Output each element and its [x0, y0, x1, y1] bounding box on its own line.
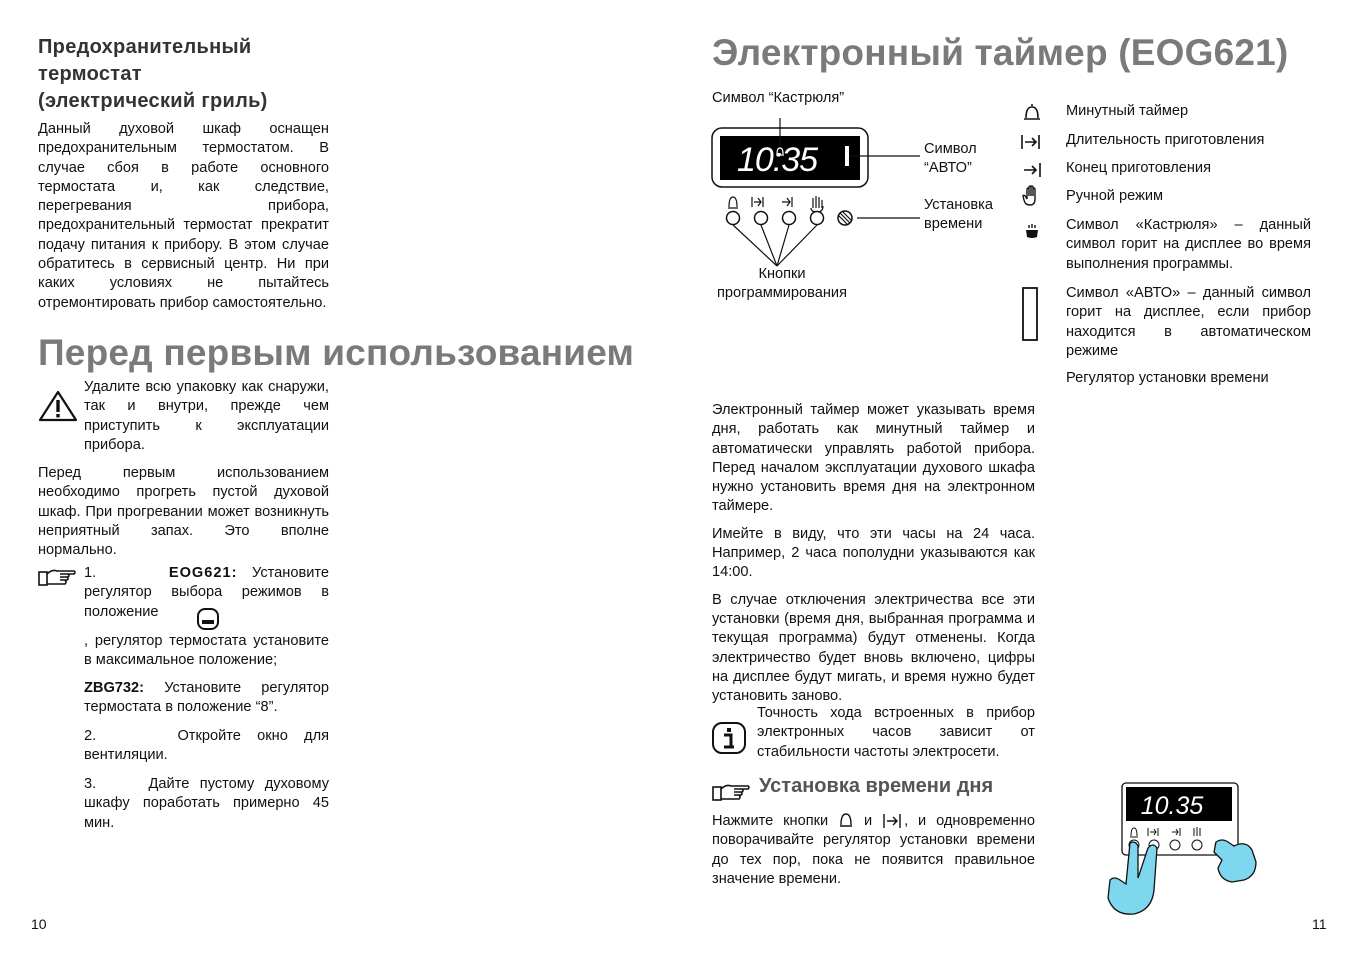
- duration-icon: [1020, 132, 1044, 152]
- time-knob[interactable]: [838, 211, 852, 225]
- intro-text: Электронный таймер может указывать время дня, работать как минутный таймер и автоматически управлять работой прибора. Перед началом эксплуатации духового шкафа нужно установить время дня на электронном таймере.: [712, 402, 1035, 515]
- warning-text: Удалите всю упаковку как снаружи, так и внутри, прежде чем приступить к эксплуатации прибора.: [84, 379, 329, 453]
- set-time-text-and: и: [864, 813, 873, 829]
- legend-text: Конец приготовления: [1066, 160, 1211, 176]
- power-text: В случае отключения электричества все эти установки (время дня, выбранная программа и текущая программа) будут отменены. Когда электричество будет вновь включено, цифры на дисплее будут мигать, и время нужно будет установить заново.: [712, 591, 1035, 705]
- set-time-text-a: Нажмите кнопки: [712, 813, 829, 829]
- set-time-text: [712, 811, 1035, 889]
- auto-symbol-label-line: “АВТО”: [924, 160, 972, 176]
- thermostat-heading-line: (электрический гриль): [38, 90, 268, 112]
- zbg-model: ZBG732:: [84, 680, 145, 696]
- step-3: [84, 775, 329, 833]
- step-1-text-a: Установите регулятор выбора режимов в положение: [84, 565, 329, 620]
- display-time: 10:35: [736, 141, 818, 179]
- bell-icon: [838, 811, 854, 829]
- time-setting-label-line: времени: [924, 216, 983, 232]
- legend-text: Ручной режим: [1066, 188, 1164, 204]
- duration-icon: [752, 197, 763, 207]
- timer-title: Электронный таймер (EOG621): [712, 32, 1289, 73]
- timer-body: [712, 401, 1035, 714]
- step-2: [84, 727, 329, 766]
- legend-text: Символ «Кастрюля» – данный символ горит на дисплее во время выполнения программы.: [1066, 217, 1311, 272]
- buttons-label: [712, 265, 852, 303]
- step-3-text: Дайте пустому духовому шкафу поработать примерно 45 мин.: [84, 776, 330, 831]
- page-number-right: 11: [1312, 916, 1327, 932]
- pot-symbol-label: Символ “Кастрюля”: [712, 90, 845, 106]
- end-time-icon: [782, 197, 792, 207]
- legend-pot: [1020, 216, 1315, 276]
- legend-text: Минутный таймер: [1066, 103, 1189, 119]
- legend-duration: [1020, 131, 1315, 151]
- legend-auto: [1020, 284, 1315, 364]
- bell-icon: [1020, 103, 1044, 123]
- clock-text: Имейте в виду, что эти часы на 24 часа. Например, 2 часа пополудни указываются как 14:00.: [712, 525, 1035, 581]
- manual-button[interactable]: [811, 212, 824, 225]
- legend-text: Длительность приготовления: [1066, 132, 1265, 148]
- step-1-text-b: , регулятор термостата установите в максимальное положение;: [84, 633, 329, 669]
- warning-icon: [38, 390, 78, 422]
- legend-manual: [1020, 187, 1315, 207]
- time-setting-label-line: Установка: [924, 197, 993, 213]
- timer-hands-illustration: [1104, 780, 1264, 920]
- legend-text: Регулятор установки времени: [1066, 370, 1269, 386]
- legend-text: Символ «АВТО» – данный символ горит на дисплее, если прибор находится в автоматическом режиме: [1066, 285, 1311, 359]
- first-use-heading: Перед первым использованием: [38, 332, 635, 373]
- bell-icon: [728, 197, 738, 208]
- page-number-left: 10: [31, 916, 47, 932]
- hand-icon: [811, 196, 823, 212]
- thermostat-heading-line: термостат: [38, 63, 142, 85]
- pot-icon: [1020, 222, 1044, 242]
- first-use-text: Перед первым использованием необходимо прогреть пустой духовой шкаф. При прогревании может возникнуть неприятный запах. Это вполне нормально.: [38, 465, 329, 559]
- illustration-display: 10.35: [1140, 792, 1204, 820]
- mode-selector-icon: [196, 607, 220, 631]
- pointing-hand-icon: [712, 782, 752, 804]
- zbg-step: [84, 679, 329, 718]
- thermostat-heading-line: Предохранительный: [38, 36, 252, 58]
- step-1-model: EOG621:: [168, 565, 238, 581]
- step-1-number: 1.: [84, 565, 97, 581]
- thermostat-heading: [38, 34, 338, 115]
- pointing-hand-icon: [38, 567, 78, 589]
- end-time-button[interactable]: [783, 212, 796, 225]
- legend-knob: [1020, 369, 1315, 389]
- legend-end-time: [1020, 159, 1315, 179]
- zbg-text: Установите регулятор термостата в положение “8”.: [84, 680, 329, 716]
- auto-rect-icon: [1020, 286, 1044, 342]
- step-2-text: Откройте окно для вентиляции.: [84, 728, 329, 764]
- set-time-heading: Установка времени дня: [759, 775, 994, 797]
- step-2-number: 2.: [84, 728, 97, 744]
- end-time-icon: [1020, 160, 1044, 180]
- set-time-text-b: , и одновременно поворачивайте регулятор установки времени до тех пор, пока не появится правильное значение времени.: [712, 813, 1035, 887]
- step-3-number: 3.: [84, 776, 97, 792]
- duration-button[interactable]: [755, 212, 768, 225]
- duration-icon: [882, 811, 904, 829]
- auto-symbol-label-line: Символ: [924, 141, 977, 157]
- info-text: Точность хода встроенных в прибор электронных часов зависит от стабильности частоты электросети.: [757, 705, 1035, 760]
- timer-diagram: [705, 108, 1005, 268]
- buttons-label-line: Кнопки: [758, 266, 806, 282]
- hand-icon: [1020, 185, 1044, 207]
- info-icon: [711, 721, 747, 755]
- thermostat-text: Данный духовой шкаф оснащен предохранительным термостатом. В случае сбоя в работе основного термостата и, как следствие, перегревания прибора, предохранительный термостат прекратит подачу питания к прибору. В этом случае обратитесь в сервисный центр. Ни при каких условиях не пытайтесь отремонтировать прибор самостоятельно.: [38, 121, 329, 311]
- legend-minute-timer: [1020, 102, 1315, 122]
- buttons-label-line: программирования: [717, 285, 847, 301]
- minute-timer-button[interactable]: [727, 212, 740, 225]
